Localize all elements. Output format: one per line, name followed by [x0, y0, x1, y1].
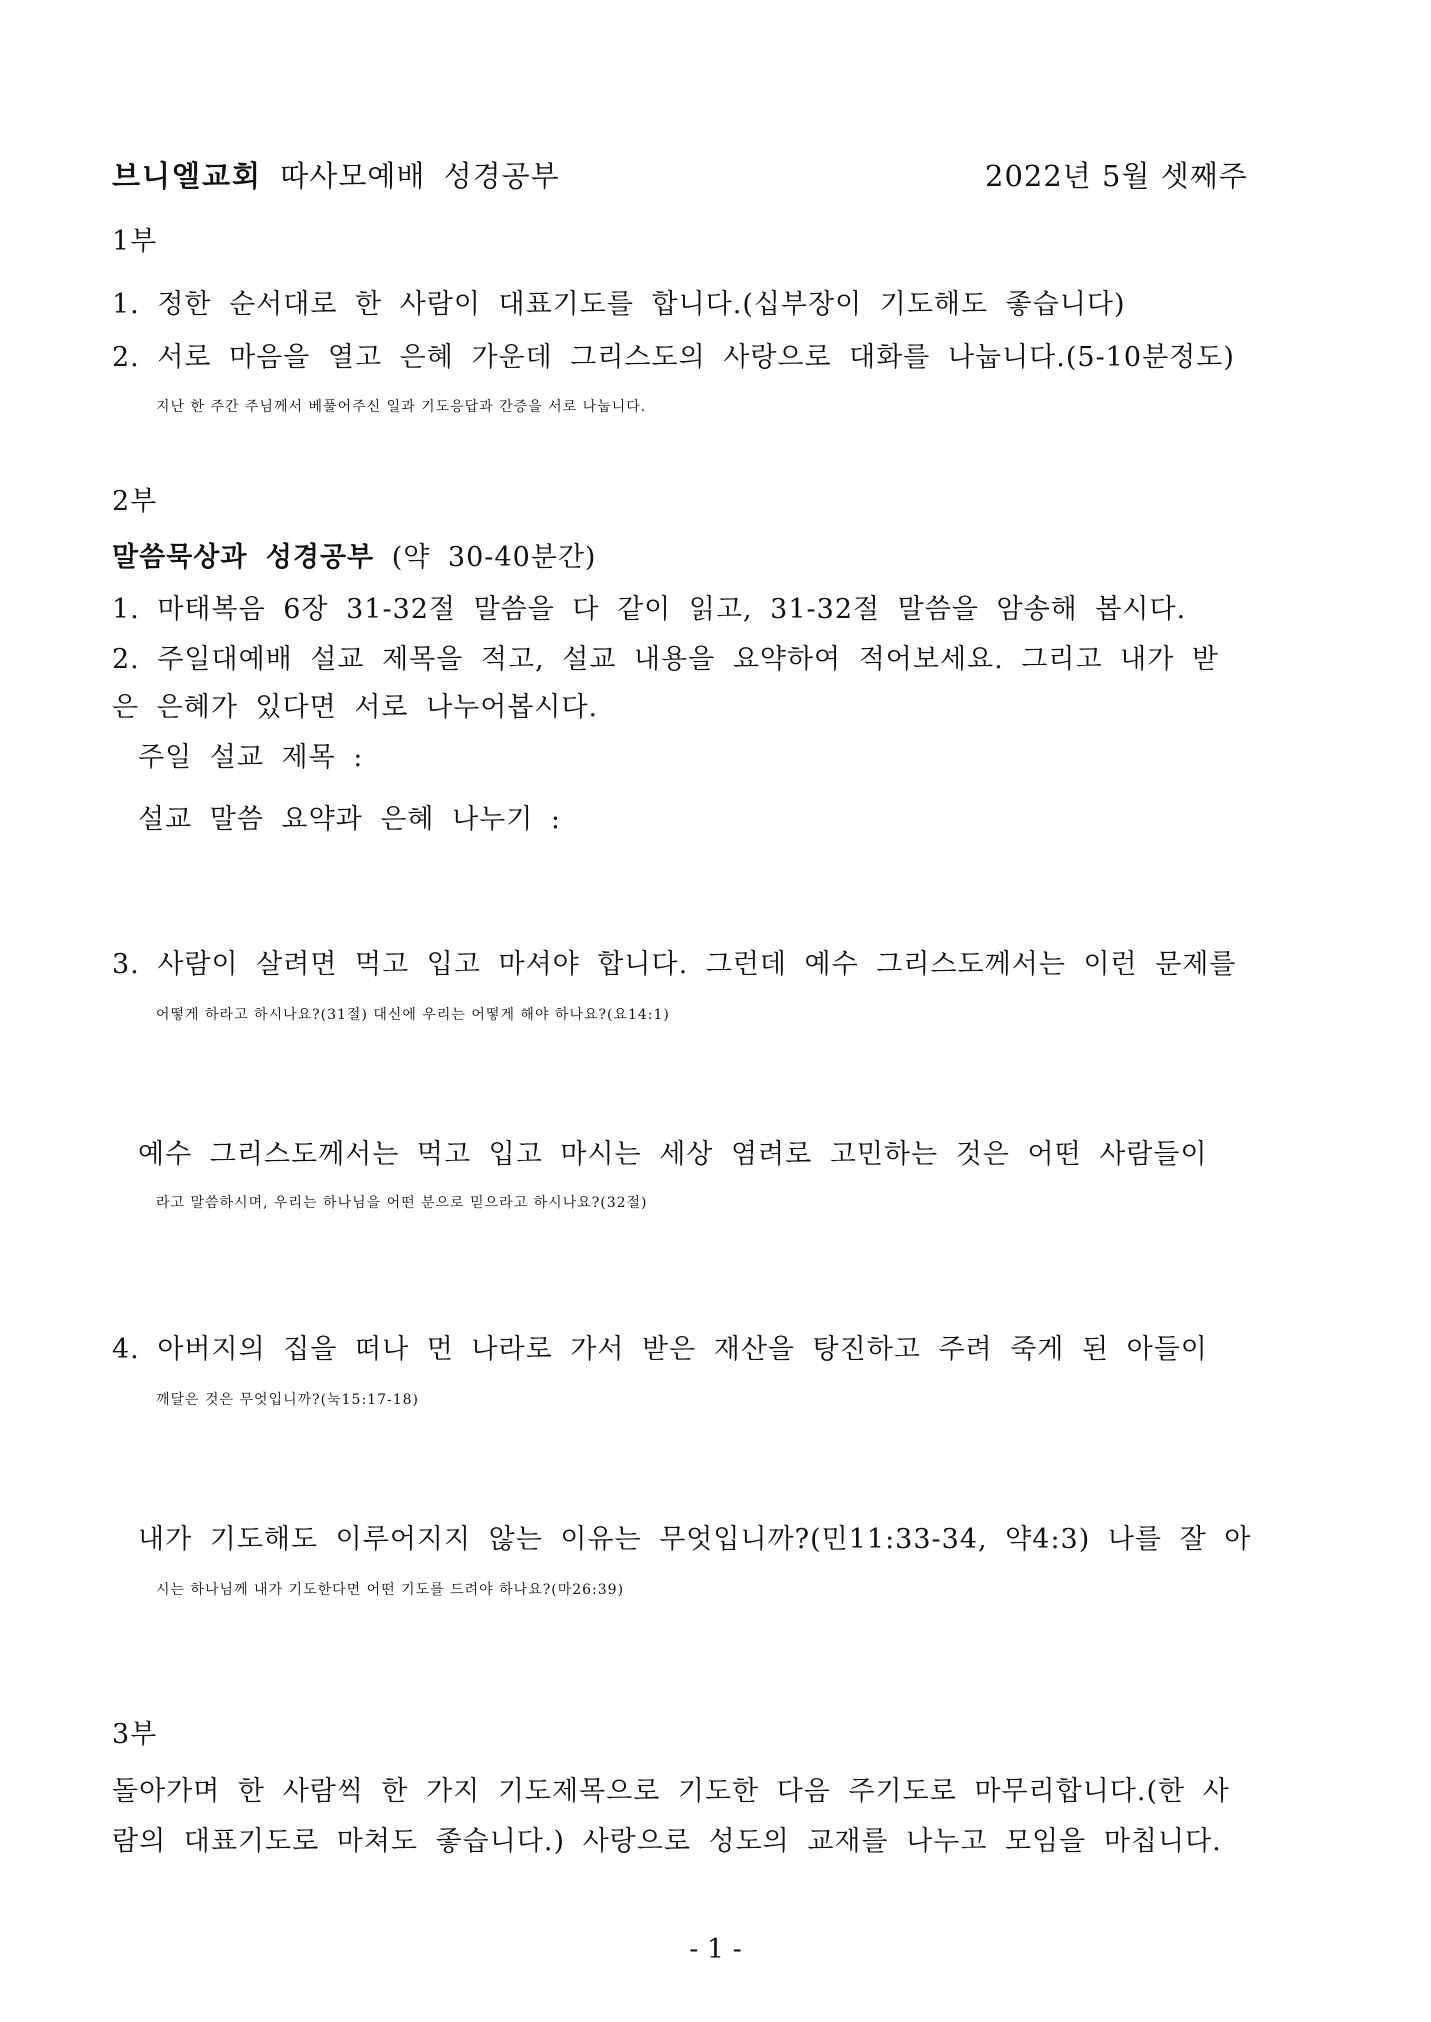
document-date: 2022년 5월 셋째주: [985, 159, 1248, 193]
church-name: 브니엘교회: [112, 159, 263, 193]
part2-subtitle: [112, 538, 1334, 578]
part1-item-2: 2. 서로 마음을 열고 은혜 가운데 그리스도의 사랑으로 대화를 나눕니다.(5-10분정도): [112, 342, 1235, 373]
document-title: 따사모예배 성경공부: [280, 159, 560, 193]
question-4-continued: 깨달은 것은 무엇입니까?(눅15:17-18): [156, 1392, 419, 1408]
page-number: - 1 -: [689, 1934, 742, 1965]
part2-subtitle-bold: 말씀묵상과 성경공부: [112, 542, 375, 573]
part1-item-2-continued: 지난 한 주간 주님께서 베풀어주신 일과 기도응답과 간증을 서로 나눕니다.: [156, 399, 647, 415]
question-3: 3. 사람이 살려면 먹고 입고 마셔야 합니다. 그런데 예수 그리스도께서는 이런 문제를: [112, 949, 1237, 980]
question-4-followup-continued: 시는 하나님께 내가 기도한다면 어떤 기도를 드려야 하나요?(마26:39): [156, 1582, 625, 1598]
question-3-followup: 예수 그리스도께서는 먹고 입고 마시는 세상 염려로 고민하는 것은 어떤 사람들이: [138, 1139, 1208, 1170]
part2-heading: 2부: [112, 486, 158, 517]
part3-line-2: 람의 대표기도로 마쳐도 좋습니다.) 사랑으로 성도의 교재를 나누고 모임을 마칩니다.: [112, 1826, 1222, 1857]
part1-heading: 1부: [112, 226, 158, 257]
sermon-title-label: 주일 설교 제목 :: [138, 742, 364, 773]
part2-item-2-continued: 은 은혜가 있다면 서로 나누어봅시다.: [112, 692, 599, 723]
part2-item-1: 1. 마태복음 6장 31-32절 말씀을 다 같이 읽고, 31-32절 말씀을 암송해 봅시다.: [112, 594, 1187, 625]
part3-heading: 3부: [112, 1719, 158, 1750]
part1-item-1: 1. 정한 순서대로 한 사람이 대표기도를 합니다.(십부장이 기도해도 좋습니다): [112, 289, 1126, 320]
question-3-followup-continued: 라고 말씀하시며, 우리는 하나님을 어떤 분으로 믿으라고 하시나요?(32절): [156, 1195, 648, 1211]
question-4-followup: 내가 기도해도 이루어지지 않는 이유는 무엇입니까?(민11:33-34, 약4:3) 나를 잘 아: [138, 1524, 1252, 1555]
part2-subtitle-note: (약 30-40분간): [374, 542, 597, 573]
question-4: 4. 아버지의 집을 떠나 먼 나라로 가서 받은 재산을 탕진하고 주려 죽게 된 아들이: [112, 1334, 1208, 1365]
part3-line-1: 돌아가며 한 사람씩 한 가지 기도제목으로 기도한 다음 주기도로 마무리합니다.(한 사: [112, 1776, 1230, 1807]
sermon-summary-label: 설교 말씀 요약과 은혜 나누기 :: [138, 804, 561, 835]
part2-item-2: 2. 주일대예배 설교 제목을 적고, 설교 내용을 요약하여 적어보세요. 그리고 내가 받: [112, 644, 1219, 675]
question-3-continued: 어떻게 하라고 하시나요?(31절) 대신에 우리는 어떻게 해야 하나요?(요14:1): [156, 1007, 670, 1023]
